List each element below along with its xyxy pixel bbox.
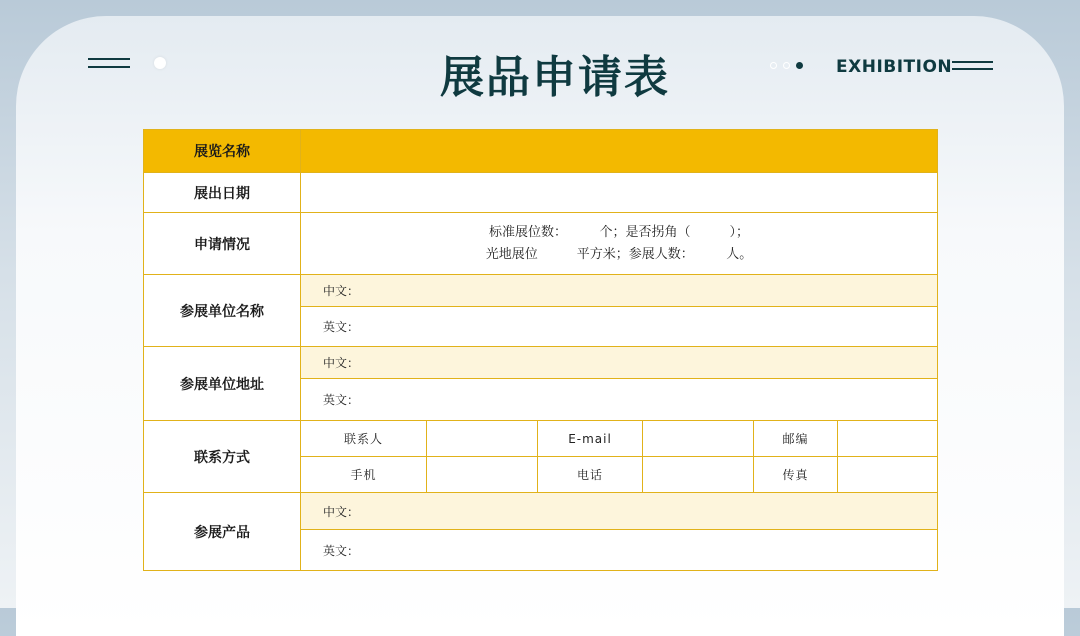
application-line-2: 光地展位 平方米；参展人数： 人。 [485,246,753,262]
phone-field[interactable] [643,457,754,493]
contact-person-field[interactable] [427,421,538,457]
page-title: 展品申请表 [440,52,670,103]
application-label: 申请情况 [144,213,301,275]
company-address-label: 参展单位地址 [144,347,301,421]
row-contact-1 [144,421,938,457]
company-name-label: 参展单位名称 [144,275,301,347]
mobile-field[interactable] [427,457,538,493]
application-line-1: 标准展位数： 个；是否拐角（ ）； [489,224,750,240]
phone-label: 电话 [538,457,643,493]
product-label: 参展产品 [144,493,301,571]
contact-person-label: 联系人 [301,421,427,457]
exhibition-name-label: 展览名称 [144,130,301,173]
row-exhibition-name [144,130,938,173]
email-field[interactable] [643,421,754,457]
company-address-english-field[interactable]: 英文： [301,379,938,421]
decorative-dots [770,62,803,69]
email-label: E-mail [538,421,643,457]
application-form-table [143,129,938,571]
row-company-address-cn [144,347,938,379]
application-details[interactable] [301,213,938,275]
fax-label: 传真 [754,457,838,493]
mobile-label: 手机 [301,457,427,493]
exhibition-date-label: 展出日期 [144,173,301,213]
company-name-chinese-field[interactable]: 中文： [301,275,938,307]
row-application [144,213,938,275]
product-chinese-field[interactable]: 中文： [301,493,938,530]
product-english-field[interactable]: 英文： [301,530,938,571]
row-exhibition-date [144,173,938,213]
exhibition-name-field[interactable] [301,130,938,173]
exhibition-date-field[interactable] [301,173,938,213]
contact-label: 联系方式 [144,421,301,493]
row-product-cn [144,493,938,530]
decorative-lines-right [952,61,993,75]
postcode-label: 邮编 [754,421,838,457]
company-address-chinese-field[interactable]: 中文： [301,347,938,379]
row-company-name-cn [144,275,938,307]
fax-field[interactable] [838,457,938,493]
company-name-english-field[interactable]: 英文： [301,307,938,347]
english-subtitle: EXHIBITION [836,57,953,77]
postcode-field[interactable] [838,421,938,457]
